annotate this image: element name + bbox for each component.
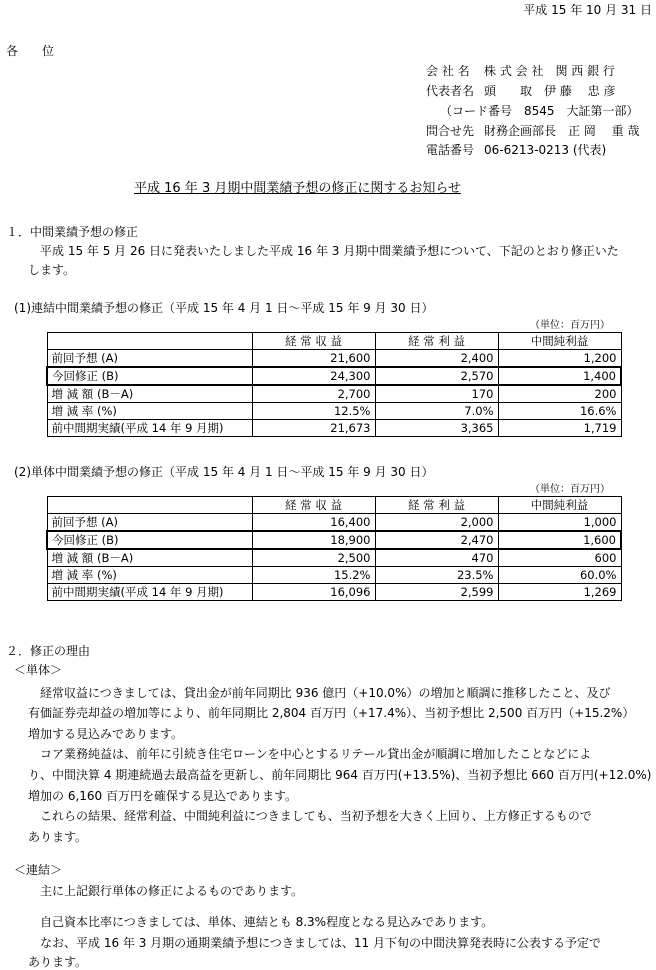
col-header: 経 常 収 益 (252, 497, 375, 514)
document-date: 平成 15 年 10 月 31 日 (523, 3, 652, 17)
para3-line1: これらの結果、経常利益、中間純利益につきましても、当初予想を大きく上回り、上方修正するもので (40, 809, 592, 823)
table-row (47, 514, 621, 532)
cell-value: 2,000 (375, 514, 498, 532)
cell-value: 23.5% (375, 567, 498, 584)
cell-value: 1,200 (498, 350, 621, 368)
table-row (47, 403, 621, 420)
cell-value: 1,000 (498, 514, 621, 532)
table-header-row (47, 497, 621, 514)
cell-value: 18,900 (252, 531, 375, 549)
consolidated-label: ＜連結＞ (14, 863, 63, 877)
row-label: 前回予想 (A) (47, 514, 252, 532)
cell-value: 12.5% (252, 403, 375, 420)
section1-body-line1: 平成 15 年 5 月 26 日に発表いたしました平成 16 年 3 月期中間業績予想について、下記のとおり修正いた (40, 244, 619, 258)
cell-value: 15.2% (252, 567, 375, 584)
cell-value: 16.6% (498, 403, 621, 420)
table-row (47, 584, 621, 601)
cell-value: 3,365 (375, 420, 498, 437)
table-row (47, 567, 621, 584)
rep-name: 頭 取 伊 藤 忠 彦 (484, 84, 616, 98)
cell-value: 2,500 (252, 549, 375, 567)
row-label: 前中間期実績(平成 14 年 9 月期) (47, 420, 252, 437)
para6-line2: あります。 (28, 955, 88, 969)
cell-value: 21,673 (252, 420, 375, 437)
row-label: 増 減 率 (%) (47, 567, 252, 584)
cell-value: 1,400 (498, 367, 621, 385)
row-label: 前中間期実績(平成 14 年 9 月期) (47, 584, 252, 601)
col-header: 経 常 利 益 (375, 497, 498, 514)
row-label: 増 減 額 (B－A) (47, 385, 252, 403)
cell-value: 600 (498, 549, 621, 567)
cell-value: 24,300 (252, 367, 375, 385)
section1-body-line2: します。 (28, 263, 76, 277)
cell-value: 1,719 (498, 420, 621, 437)
cell-value: 170 (375, 385, 498, 403)
section2-heading: ２．修正の理由 (6, 644, 91, 658)
row-label: 今回修正 (B) (47, 531, 252, 549)
cell-value: 60.0% (498, 567, 621, 584)
cell-value: 2,570 (375, 367, 498, 385)
col-header: 経 常 収 益 (252, 333, 375, 350)
table2-caption: (2)単体中間業績予想の修正（平成 15 年 4 月 1 日～平成 15 年 9 月 30 日） (14, 465, 434, 479)
table-consolidated (46, 332, 622, 437)
cell-value: 470 (375, 549, 498, 567)
cell-value: 16,400 (252, 514, 375, 532)
phone-label: 電話番号 (426, 143, 475, 157)
table-standalone (46, 496, 622, 601)
cell-value: 16,096 (252, 584, 375, 601)
cell-value: 21,600 (252, 350, 375, 368)
cell-value: 200 (498, 385, 621, 403)
page-title: 平成 16 年 3 月期中間業績予想の修正に関するお知らせ (134, 181, 461, 196)
para3-line2: あります。 (28, 830, 88, 844)
para1-line1: 経常収益につきましては、貸出金が前年同期比 936 億円（+10.0%）の増加と順調に推移したこと、及び (40, 686, 611, 700)
table-row (47, 350, 621, 368)
para2-line1: コア業務純益は、前年に引続き住宅ローンを中心とするリテール貸出金が順調に増加したことなどによ (40, 747, 592, 761)
col-header: 中間純利益 (498, 497, 621, 514)
rep-label: 代表者名 (426, 84, 475, 98)
cell-value: 2,700 (252, 385, 375, 403)
contact-label: 問合せ先 (426, 124, 475, 138)
company-label: 会 社 名 (426, 64, 470, 78)
table-row-highlighted (47, 531, 621, 549)
para4: 主に上記銀行単体の修正によるものであります。 (40, 884, 304, 898)
table1-caption: (1)連結中間業績予想の修正（平成 15 年 4 月 1 日～平成 15 年 9 月 30 日） (14, 301, 434, 315)
cell-value: 1,600 (498, 531, 621, 549)
table1-unit: （単位：百万円） (530, 320, 610, 331)
cell-value: 7.0% (375, 403, 498, 420)
standalone-label: ＜単体＞ (14, 663, 63, 677)
para6-line1: なお、平成 16 年 3 月期の通期業績予想につきましては、11 月下旬の中間決算発表時に公表する予定で (40, 936, 602, 950)
row-label: 今回修正 (B) (47, 367, 252, 385)
row-label: 前回予想 (A) (47, 350, 252, 368)
col-header: 経 常 利 益 (375, 333, 498, 350)
cell-value: 1,269 (498, 584, 621, 601)
cell-value: 2,470 (375, 531, 498, 549)
cell-value: 2,400 (375, 350, 498, 368)
table-row (47, 385, 621, 403)
contact-name: 財務企画部長 正 岡 重 哉 (484, 124, 640, 138)
addressee: 各 位 (6, 44, 55, 58)
phone-number: 06-6213-0213 (代表) (484, 143, 607, 157)
table-header-row (47, 333, 621, 350)
table2-unit: （単位：百万円） (530, 484, 610, 495)
company-name: 株 式 会 社 関 西 銀 行 (484, 64, 615, 78)
para5: 自己資本比率につきましては、単体、連結とも 8.3%程度となる見込みであります。 (40, 915, 494, 929)
row-label: 増 減 率 (%) (47, 403, 252, 420)
cell-value: 2,599 (375, 584, 498, 601)
code-line: （コード番号 8545 大証第一部） (440, 104, 639, 118)
table-row (47, 420, 621, 437)
para1-line3: 増加する見込みであります。 (28, 727, 184, 741)
para2-line2: り、中間決算 4 期連続過去最高益を更新し、前年同期比 964 百万円(+13.5%)、当初予想比 660 百万円(+12.0%) (28, 768, 652, 782)
para1-line2: 有価証券売却益の増加等により、前年同期比 2,804 百万円（+17.4%）、当初予想比 2,500 百万円（+15.2%） (28, 706, 635, 720)
row-label: 増 減 額 (B－A) (47, 549, 252, 567)
table-header-blank (47, 333, 252, 350)
table-header-blank (47, 497, 252, 514)
section1-heading: １．中間業績予想の修正 (6, 225, 139, 239)
para2-line3: 増加の 6,160 百万円を確保する見込であります。 (28, 789, 298, 803)
table-row-highlighted (47, 367, 621, 385)
table-row (47, 549, 621, 567)
col-header: 中間純利益 (498, 333, 621, 350)
